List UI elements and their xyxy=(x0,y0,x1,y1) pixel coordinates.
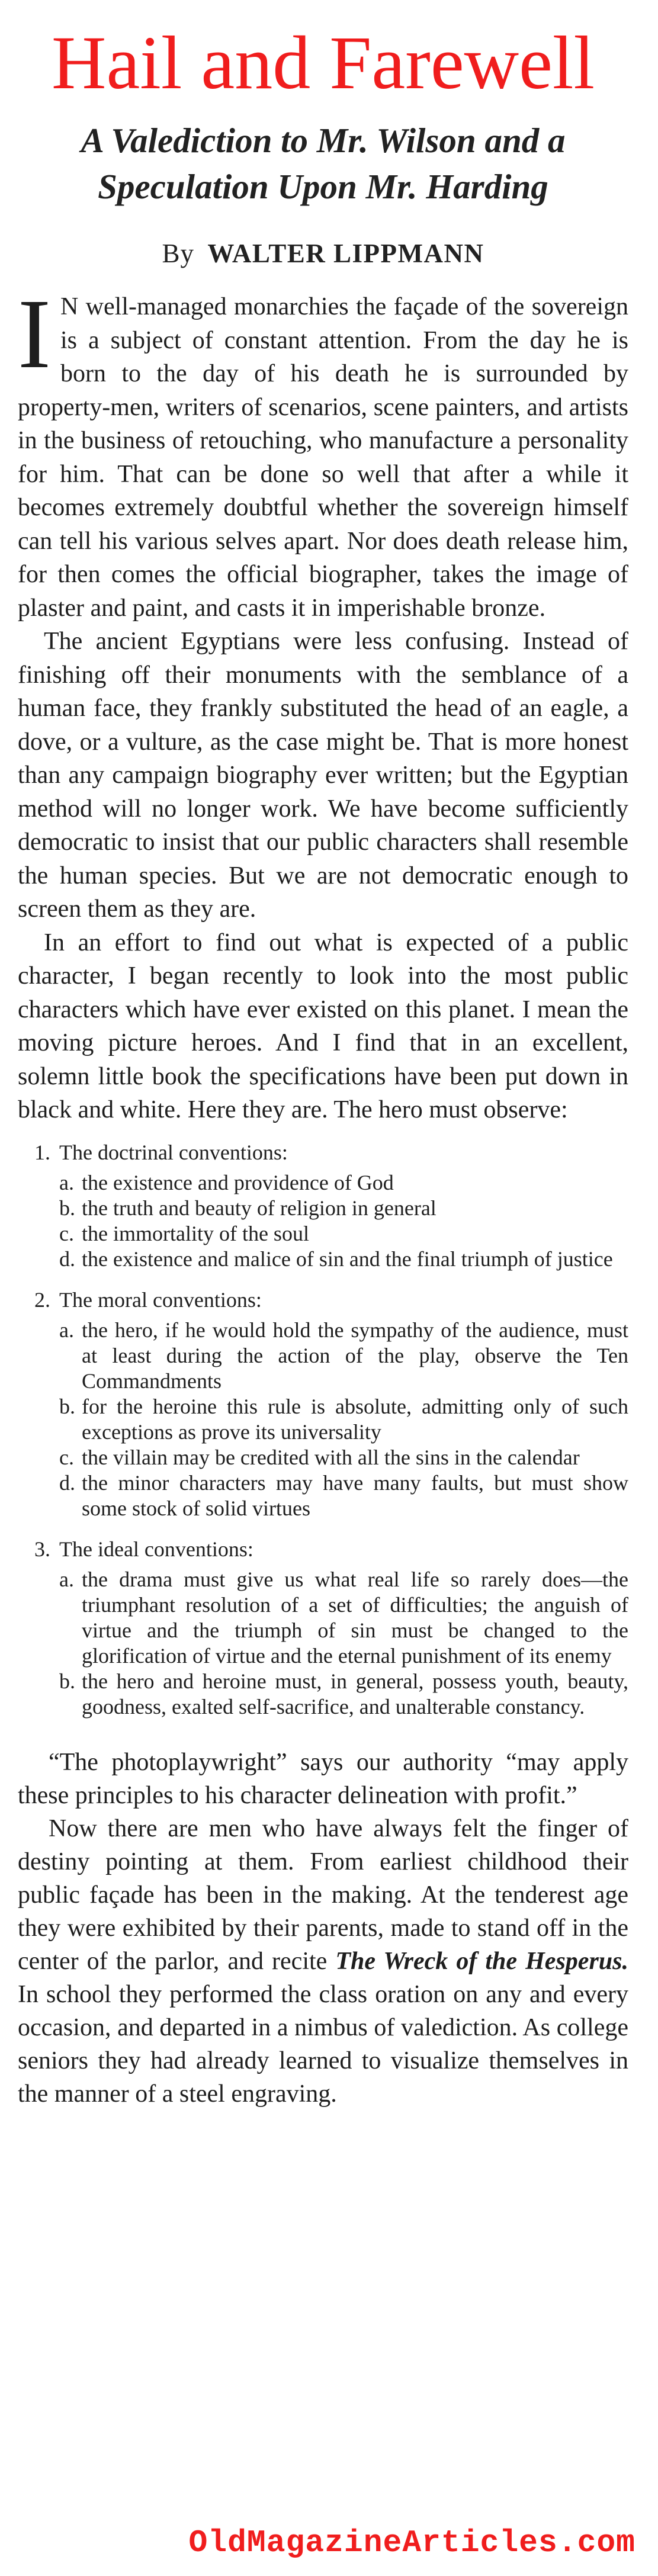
paragraph-2: The ancient Egyptians were less confusing. Instead of finishing off their monuments with the semblance of a human face, they frankly substituted the head of an eagle, a dove, or a vulture, as the case might be. That is more honest than any campaign biography ever written; but the Egyptian method will no longer work. We have become sufficiently democratic to insist that our public characters shall resemble the human species. But we are not democratic enough to screen them as they are. xyxy=(18,628,628,923)
convention-item-text: the minor characters may have many faults, but must show some stock of solid virtues xyxy=(82,1470,628,1520)
convention-item-letter: b. xyxy=(59,1394,75,1418)
convention-item-text: the existence and malice of sin and the final triumph of justice xyxy=(82,1247,613,1271)
deck-subtitle: A Valediction to Mr. Wilson and a Speculation Upon Mr. Harding xyxy=(81,121,566,206)
convention-item-text: the truth and beauty of religion in general xyxy=(82,1196,436,1220)
convention-group xyxy=(34,1287,628,1521)
paragraph-1-text: N well-managed monarchies the façade of the sovereign is a subject of constant attention. From the day he is born to the day of his death he is surrounded by property-men, writers of scenarios, scene painters, and artists in the business of retouching, who manufacture a personality for him. That can be done so well that after a while it becomes extremely doubtful whether the sovereign himself can tell his various selves apart. Nor does death release him, for then comes the official biographer, takes the image of plaster and paint, and casts it in imperishable bronze. xyxy=(18,293,628,622)
paragraph-5-end: In school they performed the class oration on any and every occasion, and departed in a nimbus of valediction. As college seniors they had already learned to visualize themselves in the manner of a steel engraving. xyxy=(18,1980,628,2108)
convention-item-letter: a. xyxy=(59,1170,74,1194)
convention-group xyxy=(34,1140,628,1272)
byline xyxy=(18,237,628,270)
convention-item-text: the hero and heroine must, in general, possess youth, beauty, goodness, exalted self-sacrifice, and unalterable constancy. xyxy=(82,1669,628,1719)
paragraph-4: “The photoplaywright” says our authority “may apply these principles to his character delineation with profit.” xyxy=(18,1748,628,1809)
convention-item xyxy=(59,1470,628,1521)
convention-item xyxy=(59,1221,628,1247)
convention-item-text: the drama must give us what real life so rarely does—the triumphant resolution of a set of difficulties; the anguish of virtue and the triumph of sin must be changed to the glorification of virtue and the eternal punishment of its enemy xyxy=(82,1567,628,1668)
convention-item-text: for the heroine this rule is absolute, admitting only of such exceptions as prove its universality xyxy=(82,1394,628,1444)
convention-item-text: the immortality of the soul xyxy=(82,1221,309,1245)
convention-item-text: the hero, if he would hold the sympathy of the audience, must at least during the action of the play, observe the Ten Commandments xyxy=(82,1318,628,1393)
convention-items xyxy=(34,1318,628,1521)
paragraph-5 xyxy=(18,1812,628,2111)
convention-item-letter: d. xyxy=(59,1247,75,1271)
author-name: WALTER LIPPMANN xyxy=(207,239,484,268)
headline: Hail and Farewell xyxy=(52,21,595,105)
convention-items xyxy=(34,1170,628,1272)
byline-prefix: By xyxy=(162,239,195,268)
convention-item xyxy=(59,1669,628,1720)
convention-item xyxy=(59,1394,628,1445)
convention-item-letter: c. xyxy=(59,1445,74,1469)
convention-heading-text: The doctrinal conventions: xyxy=(59,1140,288,1164)
convention-heading-text: The ideal conventions: xyxy=(59,1537,253,1561)
convention-item-letter: a. xyxy=(59,1318,74,1342)
convention-heading xyxy=(34,1537,628,1562)
paragraph-5-start: Now there are men who have always felt the finger of destiny pointing at them. From earliest childhood their public façade has been in the making. At the tenderest age they were exhibited by their parents, made to stand off in the center of the parlor, and recite xyxy=(18,1814,628,1975)
convention-item xyxy=(59,1247,628,1272)
drop-cap: I xyxy=(18,279,51,389)
convention-item-text: the villain may be credited with all the sins in the calendar xyxy=(82,1445,580,1469)
paragraph-3: In an effort to find out what is expected of a public character, I began recently to look into the most public characters which have ever existed on this planet. I mean the moving picture heroes. And I find that in an excellent, solemn little book the specifications have been put down in black and white. Here they are. The hero must observe: xyxy=(18,929,628,1123)
convention-number: 1. xyxy=(34,1140,50,1164)
convention-item-letter: a. xyxy=(59,1567,74,1591)
convention-item-letter: b. xyxy=(59,1196,75,1220)
convention-heading-text: The moral conventions: xyxy=(59,1287,262,1312)
article-body-continued xyxy=(18,1746,628,2111)
convention-group xyxy=(34,1537,628,1720)
convention-heading xyxy=(34,1140,628,1165)
convention-items xyxy=(34,1567,628,1720)
convention-number: 3. xyxy=(34,1537,50,1561)
paragraph-1 xyxy=(18,279,628,625)
convention-item-letter: b. xyxy=(59,1669,75,1693)
convention-item-text: the existence and providence of God xyxy=(82,1170,394,1194)
article-body xyxy=(18,279,628,1127)
convention-item xyxy=(59,1567,628,1669)
conventions-list xyxy=(34,1140,628,1720)
convention-item xyxy=(59,1318,628,1394)
convention-item xyxy=(59,1170,628,1196)
poem-title: The Wreck of the Hesperus. xyxy=(335,1947,628,1975)
convention-item xyxy=(59,1445,628,1470)
convention-item xyxy=(59,1196,628,1221)
convention-item-letter: c. xyxy=(59,1221,74,1245)
site-watermark[interactable]: OldMagazineArticles.com xyxy=(188,2525,635,2561)
convention-number: 2. xyxy=(34,1287,50,1312)
convention-item-letter: d. xyxy=(59,1470,75,1495)
convention-heading xyxy=(34,1287,628,1313)
